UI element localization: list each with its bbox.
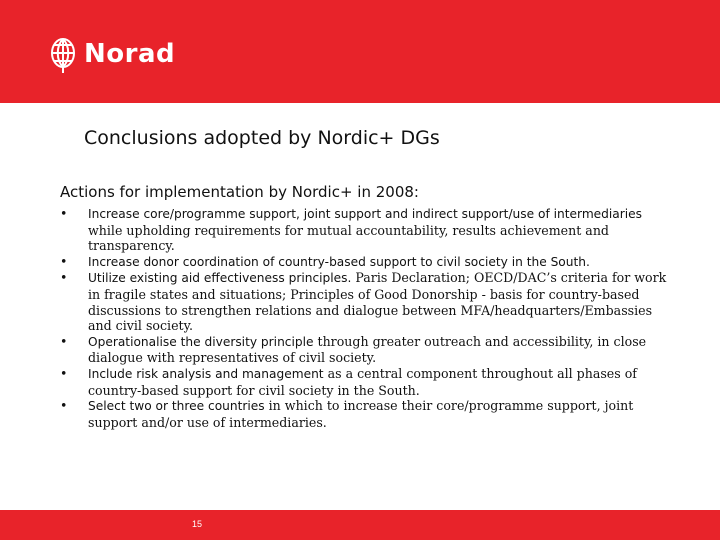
- logo-text: Norad: [84, 39, 176, 69]
- bullet-marker: •: [60, 398, 68, 414]
- bullet-marker: •: [60, 206, 68, 221]
- list-item: [60, 254, 670, 271]
- footer-bar: [0, 510, 720, 540]
- bullet-text: through greater outreach and accessibility, in close dialogue with representatives of civil society.: [88, 333, 647, 366]
- bullet-lead: Include risk analysis and management: [88, 366, 324, 381]
- bullet-marker: •: [60, 365, 68, 381]
- norad-emblem-icon: [48, 34, 78, 74]
- bullet-text: as a central component throughout all phases of country-based support for civil society in the South.: [88, 365, 637, 398]
- bullet-lead: Operationalise the diversity principle: [88, 334, 314, 349]
- bullet-lead: Increase core/programme support, joint support and indirect support/use of intermediaries: [88, 207, 643, 221]
- bullet-text: in which to increase their core/programme support, joint support and/or use of intermediaries.: [88, 398, 634, 430]
- bullet-list: [60, 206, 670, 430]
- list-item: [60, 398, 670, 430]
- list-item: [60, 270, 670, 333]
- bullet-lead: Utilize existing aid effectiveness principles.: [88, 271, 352, 286]
- bullet-lead: Select two or three countries: [88, 399, 265, 414]
- norad-logo: [48, 34, 175, 74]
- bullet-marker: •: [60, 270, 68, 286]
- bullet-marker: •: [60, 253, 68, 269]
- list-item: [60, 334, 670, 366]
- list-item: [60, 206, 670, 254]
- slide-subtitle: Actions for implementation by Nordic+ in 2008:: [60, 183, 419, 201]
- page-number: 15: [192, 519, 203, 529]
- slide-title: Conclusions adopted by Nordic+ DGs: [84, 127, 440, 149]
- list-item: [60, 366, 670, 398]
- bullet-lead: Increase donor coordination of country-based support to civil society in the South.: [88, 254, 590, 269]
- bullet-marker: •: [60, 333, 68, 349]
- bullet-text: Paris Declaration; OECD/DAC’s criteria for work in fragile states and situations; Principles of Good Donorship - basis for country-based discussions to strengthen relations and dialogue between MFA/headquarters/Embassies and civil society.: [88, 270, 667, 334]
- bullet-text: while upholding requirements for mutual accountability, results achievement and transparency.: [88, 222, 609, 254]
- header-bar: [0, 0, 720, 103]
